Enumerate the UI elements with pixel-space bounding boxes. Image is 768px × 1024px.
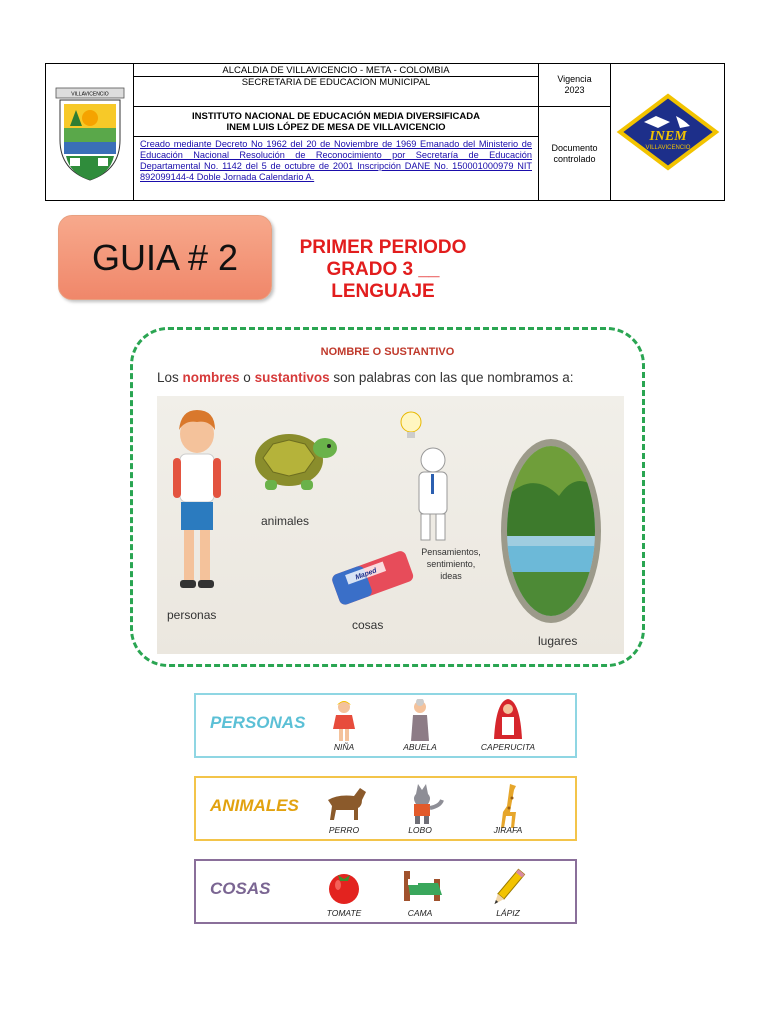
tomato-icon [324, 865, 364, 907]
grandmother-icon [400, 699, 440, 743]
category-name: PERSONAS [210, 713, 306, 732]
item-nina: NIÑA [304, 695, 384, 758]
dog-icon [324, 782, 368, 822]
vigencia-cell: Vigencia 2023 [539, 64, 611, 107]
period-label: PRIMER PERIODO [299, 237, 467, 258]
sustantivo-illustration [157, 396, 624, 654]
sustantivo-intro: Los nombres o sustantivos son palabras con las que nombramos a: [157, 370, 574, 385]
eraser-icon [327, 540, 417, 612]
sustantivo-panel [130, 327, 645, 667]
guia-title: GUIA # 2 [91, 236, 239, 278]
personas-label: personas [167, 608, 217, 622]
category-cosas [194, 859, 577, 924]
category-name: ANIMALES [210, 796, 299, 815]
bed-icon [400, 865, 444, 905]
girl-icon [324, 699, 364, 743]
subject-label: LENGUAJE [331, 281, 435, 302]
boy-icon [167, 408, 227, 598]
period-grade-subject [283, 237, 483, 303]
lugares-label: lugares [538, 634, 578, 648]
category-personas [194, 693, 577, 758]
giraffe-icon [488, 782, 528, 828]
villavicencio-seal [46, 64, 134, 200]
alcaldia-line: ALCALDIA DE VILLAVICENCIO - META - COLOMBIA [134, 64, 539, 77]
svg-text:VILLAVICENCIO: VILLAVICENCIO [70, 91, 109, 98]
pensamientos-label: Pensamientos, sentimiento, ideas [421, 547, 481, 581]
landscape-icon [499, 436, 603, 626]
cosas-label: cosas [352, 618, 384, 632]
category-animales [194, 776, 577, 841]
svg-text:VILLAVICENCIO: VILLAVICENCIO [645, 145, 690, 151]
decree-text[interactable] [134, 137, 539, 200]
category-name: COSAS [210, 879, 271, 898]
animales-label: animales [261, 514, 310, 528]
item-tomate: TOMATE [304, 861, 384, 924]
item-abuela: ABUELA [380, 695, 460, 758]
item-caperucita: CAPERUCITA [468, 695, 548, 758]
item-perro: PERRO [304, 778, 384, 841]
sustantivo-title: NOMBRE O SUSTANTIVO [320, 346, 455, 358]
item-cama: CAMA [380, 861, 460, 924]
item-lobo: LOBO [380, 778, 460, 841]
svg-text:INEM: INEM [648, 129, 687, 144]
item-jirafa: JIRAFA [468, 778, 548, 841]
coat-of-arms-icon [52, 76, 128, 188]
documento-controlado-cell: Documento controlado [539, 107, 611, 200]
item-lapiz: LÁPIZ [468, 861, 548, 924]
pencil-icon [488, 865, 528, 911]
inem-logo [611, 64, 724, 200]
wolf-icon [400, 782, 444, 826]
document-header [45, 63, 725, 201]
red-riding-hood-icon [488, 699, 528, 743]
institute-name: INSTITUTO NACIONAL DE EDUCACIÓN MEDIA DIVERSIFICADA INEM LUIS LÓPEZ DE MESA DE VILLAVICENCIO [134, 107, 539, 137]
guia-title-box [58, 215, 272, 300]
svg-text:Maped: Maped [354, 567, 378, 582]
turtle-icon [249, 424, 339, 494]
inem-logo-icon [616, 92, 720, 172]
grade-label: GRADO 3 __ [326, 259, 440, 280]
secretaria-line: SECRETARIA DE EDUCACION MUNICIPAL [134, 77, 539, 107]
thinking-man-icon [395, 404, 455, 544]
decree-link[interactable]: Creado mediante Decreto No 1962 del 20 de Noviembre de 1969 Emanado del Ministerio de Educación Nacional Resolución de Reconocimiento por Secretaría de Educación Departamental No. 1142 del 5 de octubre de 2001 Inscripción DANE No. 150001000979 NIT 892099144-4 Doble Jornada Calendario A. [140, 139, 532, 182]
